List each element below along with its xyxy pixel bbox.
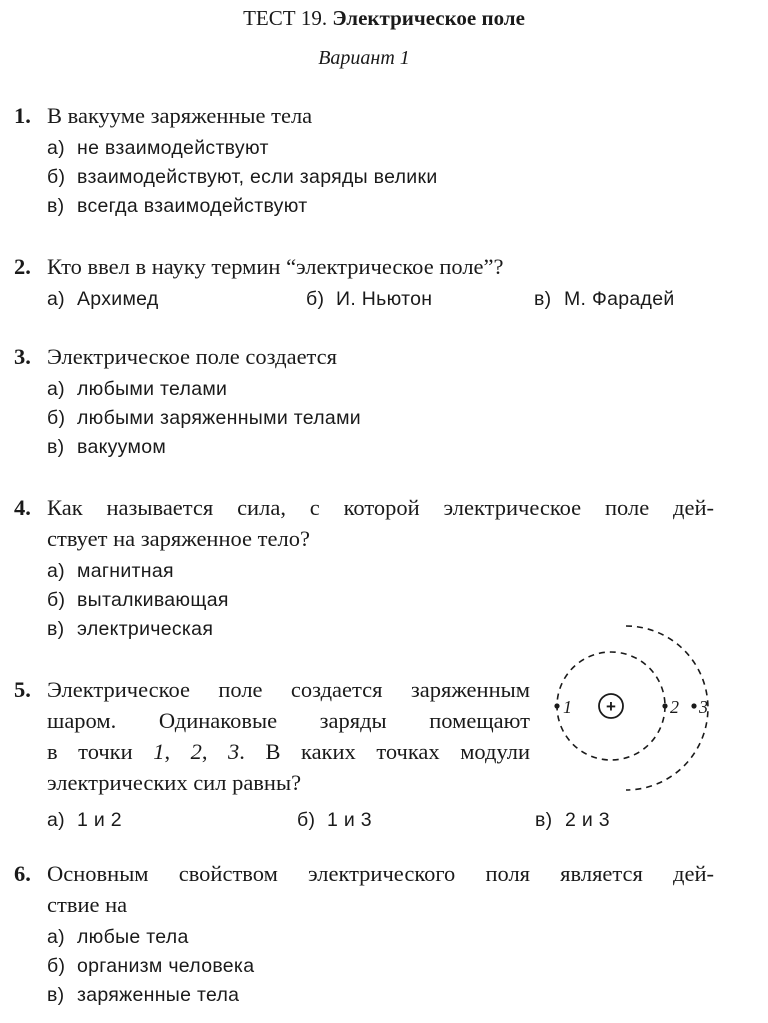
point-1-label: 1 xyxy=(563,697,572,717)
question-number: 2. xyxy=(14,254,31,279)
question-6 xyxy=(14,858,714,1010)
test-label: ТЕСТ 19. xyxy=(243,6,328,30)
answer-option-c[interactable]: в) электрическая xyxy=(47,618,214,640)
question-2 xyxy=(14,251,714,314)
variant-label: Вариант 1 xyxy=(318,47,410,69)
answer-option-b[interactable]: б) выталкивающая xyxy=(47,589,229,611)
test-title xyxy=(0,6,768,31)
question-text-line-4: электрических сил равны? xyxy=(47,770,302,795)
answer-option-b[interactable]: б) И. Ньютон xyxy=(306,288,433,310)
answer-options xyxy=(14,806,714,835)
point-3-dot xyxy=(691,703,696,708)
point-2-dot xyxy=(662,703,667,708)
point-1-dot xyxy=(554,703,559,708)
question-number: 3. xyxy=(14,344,31,369)
question-5-options xyxy=(14,803,714,835)
answer-option-c[interactable]: в) заряженные тела xyxy=(47,984,240,1006)
question-text-line-3: в точки 1, 2, 3. В каких точках модули xyxy=(47,739,531,764)
answer-option-a[interactable]: а) магнитная xyxy=(47,560,174,582)
answer-option-b[interactable]: б) 1 и 3 xyxy=(297,809,372,831)
question-number: 1. xyxy=(14,103,31,128)
answer-options xyxy=(14,134,714,221)
answer-options xyxy=(14,285,714,314)
answer-option-a[interactable]: а) любые тела xyxy=(47,926,189,948)
charged-sphere-diagram xyxy=(548,620,748,795)
answer-option-a[interactable]: а) не взаимодействуют xyxy=(47,137,269,159)
question-text-line-1: Как называется сила, с которой электрическое поле дей- xyxy=(47,495,714,520)
question-text: В вакууме заряженные тела xyxy=(47,103,313,128)
point-2-label: 2 xyxy=(670,697,679,717)
question-number: 5. xyxy=(14,677,31,702)
charge-sign: + xyxy=(606,697,616,716)
question-text-line-2: шаром. Одинаковые заряды помещают xyxy=(47,708,530,733)
answer-option-a[interactable]: а) любыми телами xyxy=(47,378,228,400)
answer-options xyxy=(14,375,714,462)
question-text-line-1: Электрическое поле создается заряженным xyxy=(47,677,530,702)
answer-option-a[interactable]: а) Архимед xyxy=(47,288,159,310)
test-topic: Электрическое поле xyxy=(332,6,525,30)
question-text: Электрическое поле создается xyxy=(47,344,337,369)
answer-option-b[interactable]: б) взаимодействуют, если заряды велики xyxy=(47,166,438,188)
question-number: 6. xyxy=(14,861,31,886)
answer-option-c[interactable]: в) 2 и 3 xyxy=(535,809,610,831)
question-text-line-2: ствует на заряженное тело? xyxy=(47,526,310,551)
answer-option-c[interactable]: в) М. Фарадей xyxy=(534,288,675,310)
question-5 xyxy=(14,674,530,798)
answer-option-c[interactable]: в) вакуумом xyxy=(47,436,167,458)
question-3 xyxy=(14,341,714,462)
question-1 xyxy=(14,100,714,221)
answer-option-c[interactable]: в) всегда взаимодействуют xyxy=(47,195,308,217)
point-ref-1: 1 xyxy=(153,739,165,764)
answer-option-b[interactable]: б) организм человека xyxy=(47,955,255,977)
answer-option-a[interactable]: а) 1 и 2 xyxy=(47,809,122,831)
answer-options xyxy=(14,923,714,1010)
point-ref-3: 3 xyxy=(228,739,240,764)
point-ref-2: 2 xyxy=(190,739,202,764)
answer-option-b[interactable]: б) любыми заряженными телами xyxy=(47,407,361,429)
question-text: Кто ввел в науку термин “электрическое поле”? xyxy=(47,254,504,279)
question-number: 4. xyxy=(14,495,31,520)
question-text-line-2: ствие на xyxy=(47,892,128,917)
point-3-label: 3 xyxy=(699,697,708,717)
question-text-line-1: Основным свойством электрического поля является дей- xyxy=(47,861,714,886)
